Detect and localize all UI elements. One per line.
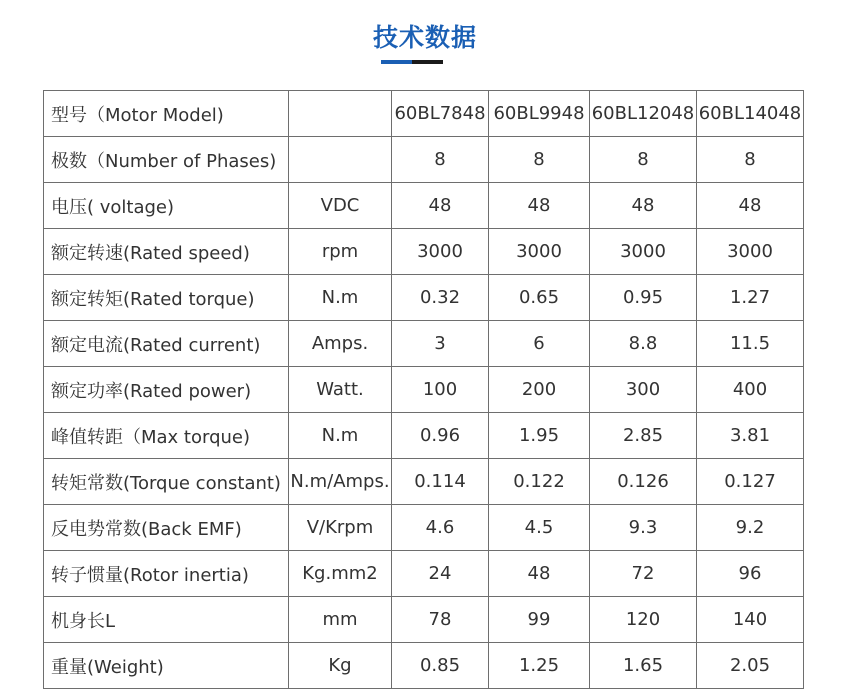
unit-cell: Kg.mm2	[289, 551, 392, 597]
value-cell: 72	[590, 551, 697, 597]
value-cell: 9.2	[697, 505, 804, 551]
value-cell: 2.05	[697, 643, 804, 689]
title-underline-dark	[412, 60, 443, 64]
value-cell: 0.65	[489, 275, 590, 321]
value-cell: 4.6	[392, 505, 489, 551]
param-cell: 极数（Number of Phases)	[44, 137, 289, 183]
value-cell: 3000	[697, 229, 804, 275]
value-cell: 6	[489, 321, 590, 367]
value-cell: 9.3	[590, 505, 697, 551]
value-cell: 8	[489, 137, 590, 183]
header-model-cell: 60BL14048	[697, 91, 804, 137]
value-cell: 48	[697, 183, 804, 229]
table-row	[44, 275, 804, 321]
value-cell: 1.27	[697, 275, 804, 321]
table-row	[44, 183, 804, 229]
table-row	[44, 321, 804, 367]
table-row	[44, 413, 804, 459]
value-cell: 0.32	[392, 275, 489, 321]
unit-cell: Watt.	[289, 367, 392, 413]
value-cell: 3000	[392, 229, 489, 275]
param-cell: 机身长L	[44, 597, 289, 643]
value-cell: 200	[489, 367, 590, 413]
value-cell: 3000	[590, 229, 697, 275]
value-cell: 400	[697, 367, 804, 413]
header-model-cell: 60BL9948	[489, 91, 590, 137]
value-cell: 96	[697, 551, 804, 597]
param-cell: 额定电流(Rated current)	[44, 321, 289, 367]
header-param-cell: 型号（Motor Model)	[44, 91, 289, 137]
unit-cell: Kg	[289, 643, 392, 689]
value-cell: 78	[392, 597, 489, 643]
value-cell: 48	[590, 183, 697, 229]
value-cell: 0.95	[590, 275, 697, 321]
param-cell: 电压( voltage)	[44, 183, 289, 229]
value-cell: 140	[697, 597, 804, 643]
param-cell: 转矩常数(Torque constant)	[44, 459, 289, 505]
value-cell: 0.114	[392, 459, 489, 505]
header-model-cell: 60BL7848	[392, 91, 489, 137]
value-cell: 48	[392, 183, 489, 229]
title-underline-accent	[381, 60, 412, 64]
unit-cell: N.m/Amps.	[289, 459, 392, 505]
unit-cell: Amps.	[289, 321, 392, 367]
value-cell: 0.127	[697, 459, 804, 505]
header-unit-cell	[289, 91, 392, 137]
param-cell: 额定转矩(Rated torque)	[44, 275, 289, 321]
value-cell: 99	[489, 597, 590, 643]
page-title: 技术数据	[372, 23, 477, 52]
spec-table-body	[44, 91, 804, 689]
spec-table	[43, 90, 804, 689]
param-cell: 额定功率(Rated power)	[44, 367, 289, 413]
value-cell: 8	[392, 137, 489, 183]
value-cell: 1.65	[590, 643, 697, 689]
value-cell: 1.25	[489, 643, 590, 689]
table-row	[44, 459, 804, 505]
unit-cell	[289, 137, 392, 183]
unit-cell: rpm	[289, 229, 392, 275]
value-cell: 1.95	[489, 413, 590, 459]
param-cell: 转子惯量(Rotor inertia)	[44, 551, 289, 597]
value-cell: 4.5	[489, 505, 590, 551]
value-cell: 0.96	[392, 413, 489, 459]
table-header-row	[44, 91, 804, 137]
value-cell: 0.85	[392, 643, 489, 689]
unit-cell: N.m	[289, 275, 392, 321]
value-cell: 2.85	[590, 413, 697, 459]
value-cell: 3	[392, 321, 489, 367]
value-cell: 100	[392, 367, 489, 413]
title-underline	[381, 60, 443, 64]
unit-cell: N.m	[289, 413, 392, 459]
table-row	[44, 551, 804, 597]
table-row	[44, 367, 804, 413]
header-model-cell: 60BL12048	[590, 91, 697, 137]
value-cell: 300	[590, 367, 697, 413]
param-cell: 重量(Weight)	[44, 643, 289, 689]
value-cell: 0.126	[590, 459, 697, 505]
value-cell: 24	[392, 551, 489, 597]
table-row	[44, 643, 804, 689]
value-cell: 11.5	[697, 321, 804, 367]
table-row	[44, 505, 804, 551]
value-cell: 8	[697, 137, 804, 183]
value-cell: 3.81	[697, 413, 804, 459]
value-cell: 48	[489, 183, 590, 229]
param-cell: 额定转速(Rated speed)	[44, 229, 289, 275]
value-cell: 120	[590, 597, 697, 643]
value-cell: 48	[489, 551, 590, 597]
unit-cell: VDC	[289, 183, 392, 229]
value-cell: 0.122	[489, 459, 590, 505]
param-cell: 反电势常数(Back EMF)	[44, 505, 289, 551]
unit-cell: V/Krpm	[289, 505, 392, 551]
value-cell: 3000	[489, 229, 590, 275]
table-row	[44, 137, 804, 183]
table-row	[44, 229, 804, 275]
unit-cell: mm	[289, 597, 392, 643]
param-cell: 峰值转距（Max torque)	[44, 413, 289, 459]
value-cell: 8.8	[590, 321, 697, 367]
table-row	[44, 597, 804, 643]
value-cell: 8	[590, 137, 697, 183]
